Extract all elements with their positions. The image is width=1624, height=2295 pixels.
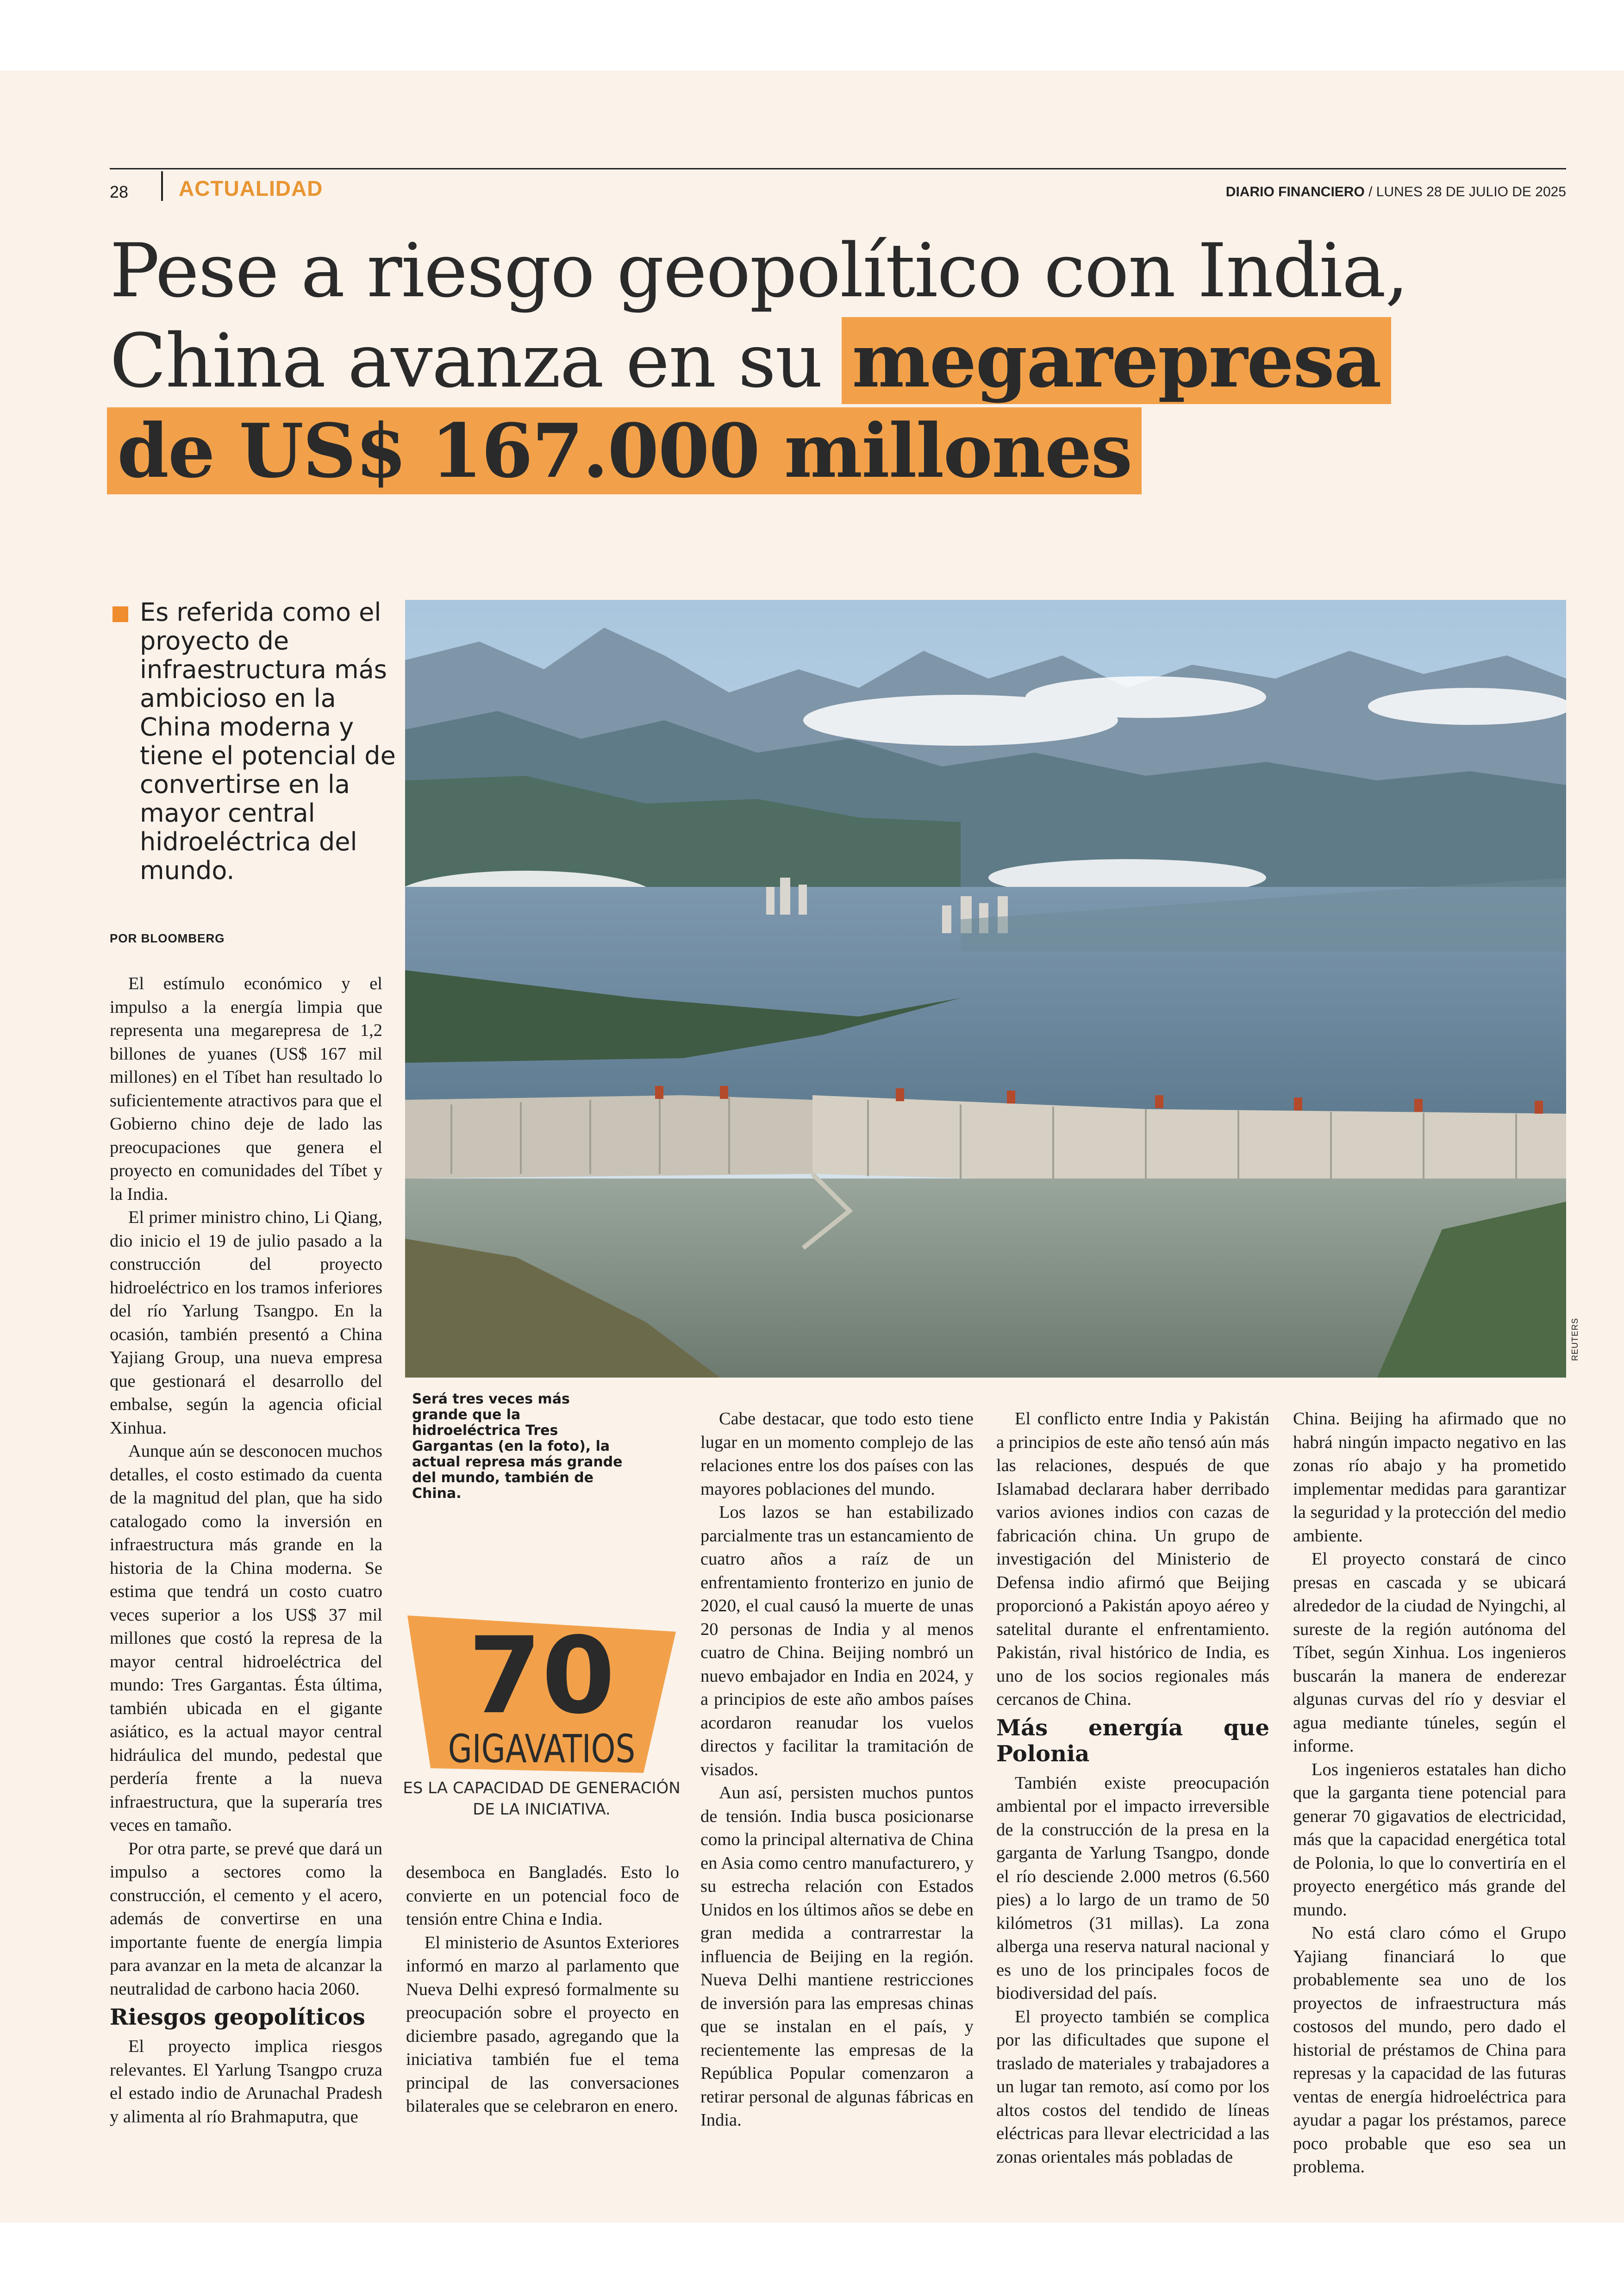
publication-name: DIARIO FINANCIERO [1225, 184, 1365, 200]
column-5 [1293, 1407, 1566, 2179]
col4-paragraph-2: También existe preocupación ambiental por el impacto irreversible de la construcción de la presa en la garganta de Yarlung Tsangpo, donde el río desciende 2.000 metros (6.560 pies) a lo largo de un tramo de 50 kilómetros (31 millas). La zona alberga una reserva natural nacional y es uno de los principales focos de biodiversidad del país. [996, 1773, 1269, 2003]
headline-line-1: Pese a riesgo geopolítico con India, [110, 227, 1408, 314]
subhead-geopolitical: Riesgos geopolíticos [110, 2004, 365, 2030]
column-4 [996, 1407, 1269, 2169]
column-3 [700, 1407, 974, 2132]
col5-continuation: China. Beijing ha afirmado que no habrá ningún impacto negativo en las zonas río abajo y ha prometido implementar medidas para garantizar la seguridad y la protección del medio ambiente. [1293, 1409, 1566, 1546]
page-number: 28 [110, 182, 129, 201]
callout-description: ES LA CAPACIDAD DE GENERACIÓN DE LA INICIATIVA. [403, 1779, 681, 1819]
headline-line-3 [110, 406, 1563, 496]
dam-photo-illustration [405, 600, 1566, 1378]
photo-caption: Será tres veces más grande que la hidroeléctrica Tres Gargantas (en la foto), la actual represa más grande del mundo, también de China. [412, 1391, 623, 1502]
col1-paragraph-3: Aunque aún se desconocen muchos detalles, el costo estimado da cuenta de la magnitud del plan, que ha sido catalogado como la inversión en infraestructura más grande en la historia de la China moderna. Se estima que tendrá un costo cuatro veces superior a los US$ 37 mil millones que costó la represa de la mayor central hidroeléctrica del mundo: Tres Gargantas. Ésta última, también ubicada en el gigante asiático, es la actual mayor central hidráulica del mundo, pedestal que perdería frente a la nueva infraestructura, que la superaría tres veces en tamaño. [110, 1441, 382, 1835]
col5-paragraph-2: Los ingenieros estatales han dicho que la garganta tiene potencial para generar 70 gigavatios de electricidad, más que la capacidad energética total de Polonia, lo que lo convertiría en el proyecto energético más grande del mundo. [1293, 1759, 1566, 1920]
col2-continuation: desemboca en Bangladés. Esto lo convierte en un potencial foco de tensión entre China e India. [406, 1863, 679, 1929]
header-rule [110, 168, 1566, 169]
col3-paragraph-3: Aun así, persisten muchos puntos de tensión. India busca posicionarse como la principal alternativa de China en Asia como centro manufacturero, y su estrecha relación con Estados Unidos en los últimos años se debe en gran medida a contrarrestar la influencia de Beijing en la región. Nueva Delhi mantiene restricciones de inversión para las empresas chinas que se instalan en el país, y recientemente las empresas de la República Popular comenzaron a retirar personal de algunas fábricas en India. [700, 1783, 974, 2130]
headline-highlight-1: megarepresa [842, 317, 1391, 404]
photo-credit: REUTERS [1570, 1317, 1580, 1361]
col1-paragraph-5: El proyecto implica riesgos relevantes. El Yarlung Tsangpo cruza el estado indio de Arunachal Pradesh y alimenta al río Brahmaputra, que [110, 2037, 382, 2127]
headline-highlight-2: de US$ 167.000 millones [107, 407, 1142, 494]
col1-paragraph-4: Por otra parte, se prevé que dará un impulso a sectores como la construcción, el cemento y el acero, además de convertirse en una importante fuente de energía limpia para avanzar en la meta de alcanzar la neutralidad de carbono hacia 2060. [110, 1839, 382, 1999]
publication-date: / LUNES 28 DE JULIO DE 2025 [1368, 184, 1566, 200]
callout-number: 70 [468, 1614, 615, 1737]
col2-paragraph-1: El ministerio de Asuntos Exteriores informó en marzo al parlamento que Nueva Delhi expresó formalmente su preocupación sobre el proyecto en diciembre pasado, agregando que la iniciativa también fue el tema principal de las conversaciones bilaterales que se celebraron en enero. [406, 1933, 679, 2116]
callout-unit: GIGAVATIOS [448, 1726, 636, 1771]
col5-paragraph-1: El proyecto constará de cinco presas en cascada y se ubicará alrededor de la ciudad de Nyingchi, al sureste de la región autónoma del Tíbet, según Xinhua. Los ingenieros buscarán la manera de enderezar algunas curvas del río y desviar el agua mediante túneles, según el informe. [1293, 1549, 1566, 1756]
section-label: ACTUALIDAD [179, 176, 323, 200]
headline [110, 226, 1563, 496]
col4-paragraph-3: El proyecto también se complica por las dificultades que supone el traslado de materiales y trabajadores a un lugar tan remoto, así como por los altos costos del tendido de líneas eléctricas para llevar electricidad a las zonas orientales más pobladas de [996, 2007, 1269, 2167]
column-2 [406, 1861, 679, 2118]
dam-photo [405, 600, 1566, 1378]
byline: POR BLOOMBERG [110, 931, 225, 945]
header-divider [161, 171, 163, 201]
deck: Es referida como el proyecto de infraestructura más ambicioso en la China moderna y tiene el potencial de convertirse en la mayor central hidroeléctrica del mundo. [140, 598, 396, 885]
masthead [1226, 184, 1566, 200]
headline-line-2 [110, 316, 1563, 406]
col3-paragraph-1: Cabe destacar, que todo esto tiene lugar en un momento complejo de las relaciones entre los dos países con las mayores poblaciones del mundo. [700, 1409, 974, 1499]
headline-line-2-plain: China avanza en su [110, 318, 822, 404]
subhead-energy: Más energía que Polonia [996, 1715, 1269, 1767]
col3-paragraph-2: Los lazos se han estabilizado parcialmente tras un estancamiento de cuatro años a raíz de un enfrentamiento fronterizo en junio de 2020, el cual causó la muerte de unas 20 personas de India y al menos cuatro de China. Beijing nombró un nuevo embajador en India en 2024, y a principios de este año ambos países acordaron reanudar los vuelos directos y facilitar la tramitación de visados. [700, 1503, 974, 1779]
col5-paragraph-3: No está claro cómo el Grupo Yajiang financiará lo que probablemente sea uno de los proyectos de infraestructura más costosos del mundo, pero dado el historial de préstamos de China para represas y la capacidad de las futuras ventas de energía hidroeléctrica para ayudar a pagar los préstamos, parece poco probable que eso sea un problema. [1293, 1923, 1566, 2177]
col4-paragraph-1: El conflicto entre India y Pakistán a principios de este año tensó aún más las relaciones, después de que Islamabad declarara haber derribado varios aviones indios con cazas de fabricación china. Un grupo de investigación del Ministerio de Defensa indio afirmó que Beijing proporcionó a Pakistán apoyo aéreo y satelital durante el enfrentamiento. Pakistán, rival histórico de India, es uno de los socios regionales más cercanos de China. [996, 1409, 1269, 1709]
deck-bullet-icon [112, 606, 128, 622]
column-1 [110, 972, 382, 2128]
col1-paragraph-1: El estímulo económico y el impulso a la energía limpia que representa una megarepresa de 1,2 billones de yuanes (US$ 167 mil millones) en el Tíbet han resultado lo suficientemente atractivos para que el Gobierno chino deje de lado las preocupaciones que genera el proyecto en comunidades del Tíbet y la India. [110, 974, 382, 1204]
stat-callout [403, 1611, 681, 1828]
col1-paragraph-2: El primer ministro chino, Li Qiang, dio inicio el 19 de julio pasado a la construcción del proyecto hidroeléctrico en los tramos inferiores del río Yarlung Tsangpo. En la ocasión, también presentó a China Yajiang Group, una nueva empresa que gestionará el desarrollo del embalse, según la agencia oficial Xinhua. [110, 1208, 382, 1438]
